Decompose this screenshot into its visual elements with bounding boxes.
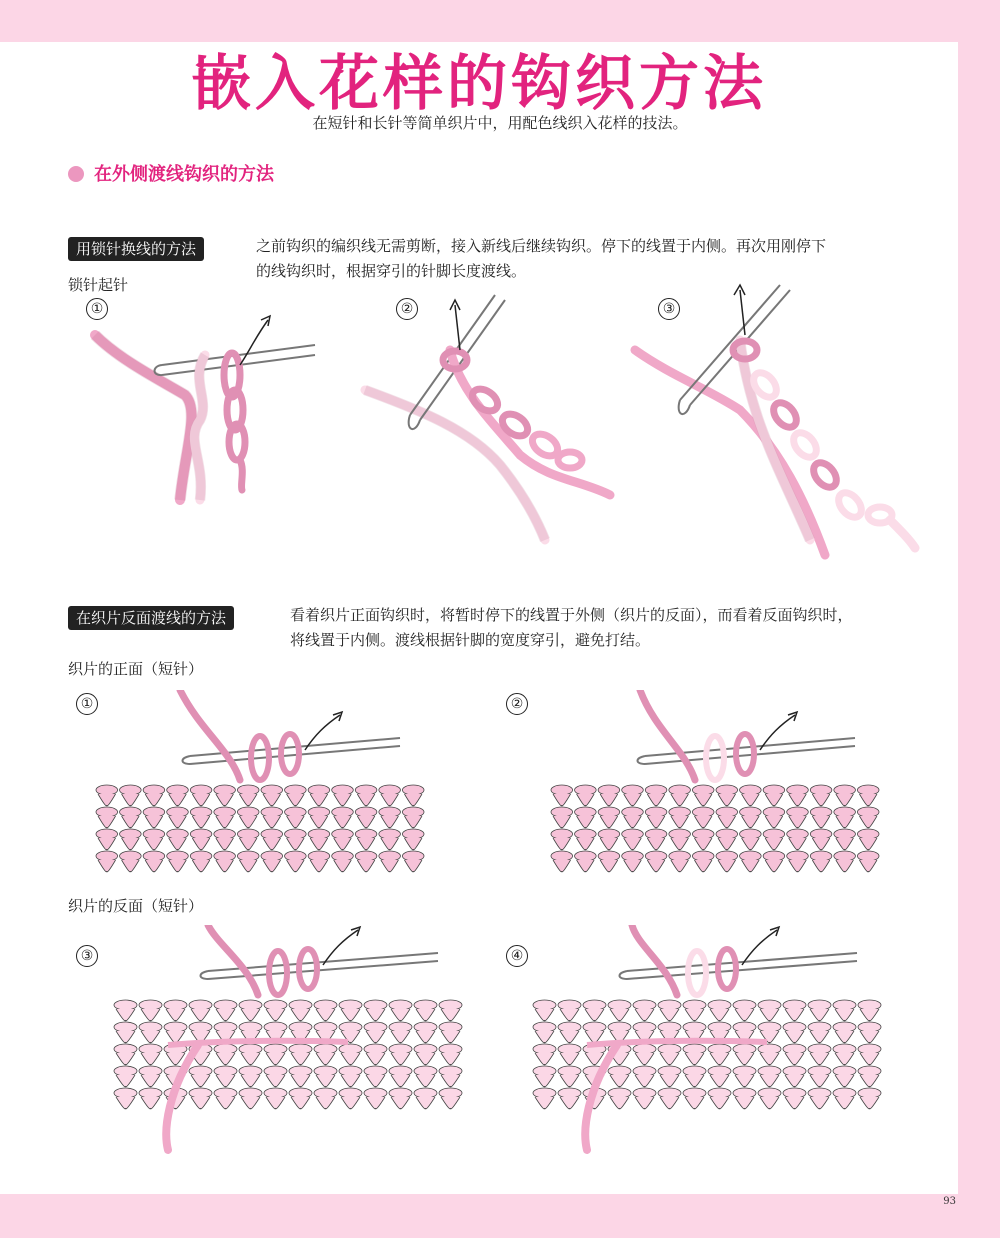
part2-tag: 在织片反面渡线的方法 <box>68 606 234 630</box>
bullet-dot-icon <box>68 166 84 182</box>
chain-change-illustration-2 <box>360 290 630 550</box>
section-heading-text: 在外侧渡线钩织的方法 <box>94 164 274 185</box>
part2-line1: 看着织片正面钩织时，将暂时停下的线置于外侧（织片的反面），而看着反面钩织时， <box>290 606 853 624</box>
part1-sub-label: 锁针起针 <box>68 276 129 294</box>
page-title: 嵌入花样的钩织方法 <box>191 49 767 119</box>
step-6-number: ③ <box>76 945 98 967</box>
part2-line2: 将线置于内侧。渡线根据针脚的宽度穿引，避免打结。 <box>290 631 651 649</box>
part1-description <box>256 234 826 284</box>
step-7-number: ④ <box>506 945 528 967</box>
chain-change-illustration-3 <box>630 280 930 560</box>
fabric-back-illustration-3 <box>108 925 468 1155</box>
step-4-number: ① <box>76 693 98 715</box>
back-side-label: 织片的反面（短针） <box>68 897 204 915</box>
part1-tag: 用锁针换线的方法 <box>68 237 204 261</box>
part2-description <box>290 603 853 653</box>
page-number: 93 <box>943 1196 956 1207</box>
part1-line1: 之前钩织的编织线无需剪断，接入新线后继续钩织。停下的线置于内侧。再次用刚停下 <box>256 237 827 255</box>
section-heading <box>68 160 274 186</box>
step-5-number: ② <box>506 693 528 715</box>
step-2-number: ② <box>396 298 418 320</box>
fabric-back-illustration-4 <box>527 925 887 1155</box>
front-side-label: 织片的正面（短针） <box>68 660 204 678</box>
part1-line2: 的线钩织时，根据穿引的针脚长度渡线。 <box>256 262 527 280</box>
step-1-number: ① <box>86 298 108 320</box>
chain-change-illustration-1 <box>90 310 320 510</box>
fabric-front-illustration-1 <box>90 690 430 880</box>
step-3-number: ③ <box>658 298 680 320</box>
page-subtitle: 在短针和长针等简单织片中，用配色线织入花样的技法。 <box>312 114 688 132</box>
fabric-front-illustration-2 <box>545 690 885 880</box>
